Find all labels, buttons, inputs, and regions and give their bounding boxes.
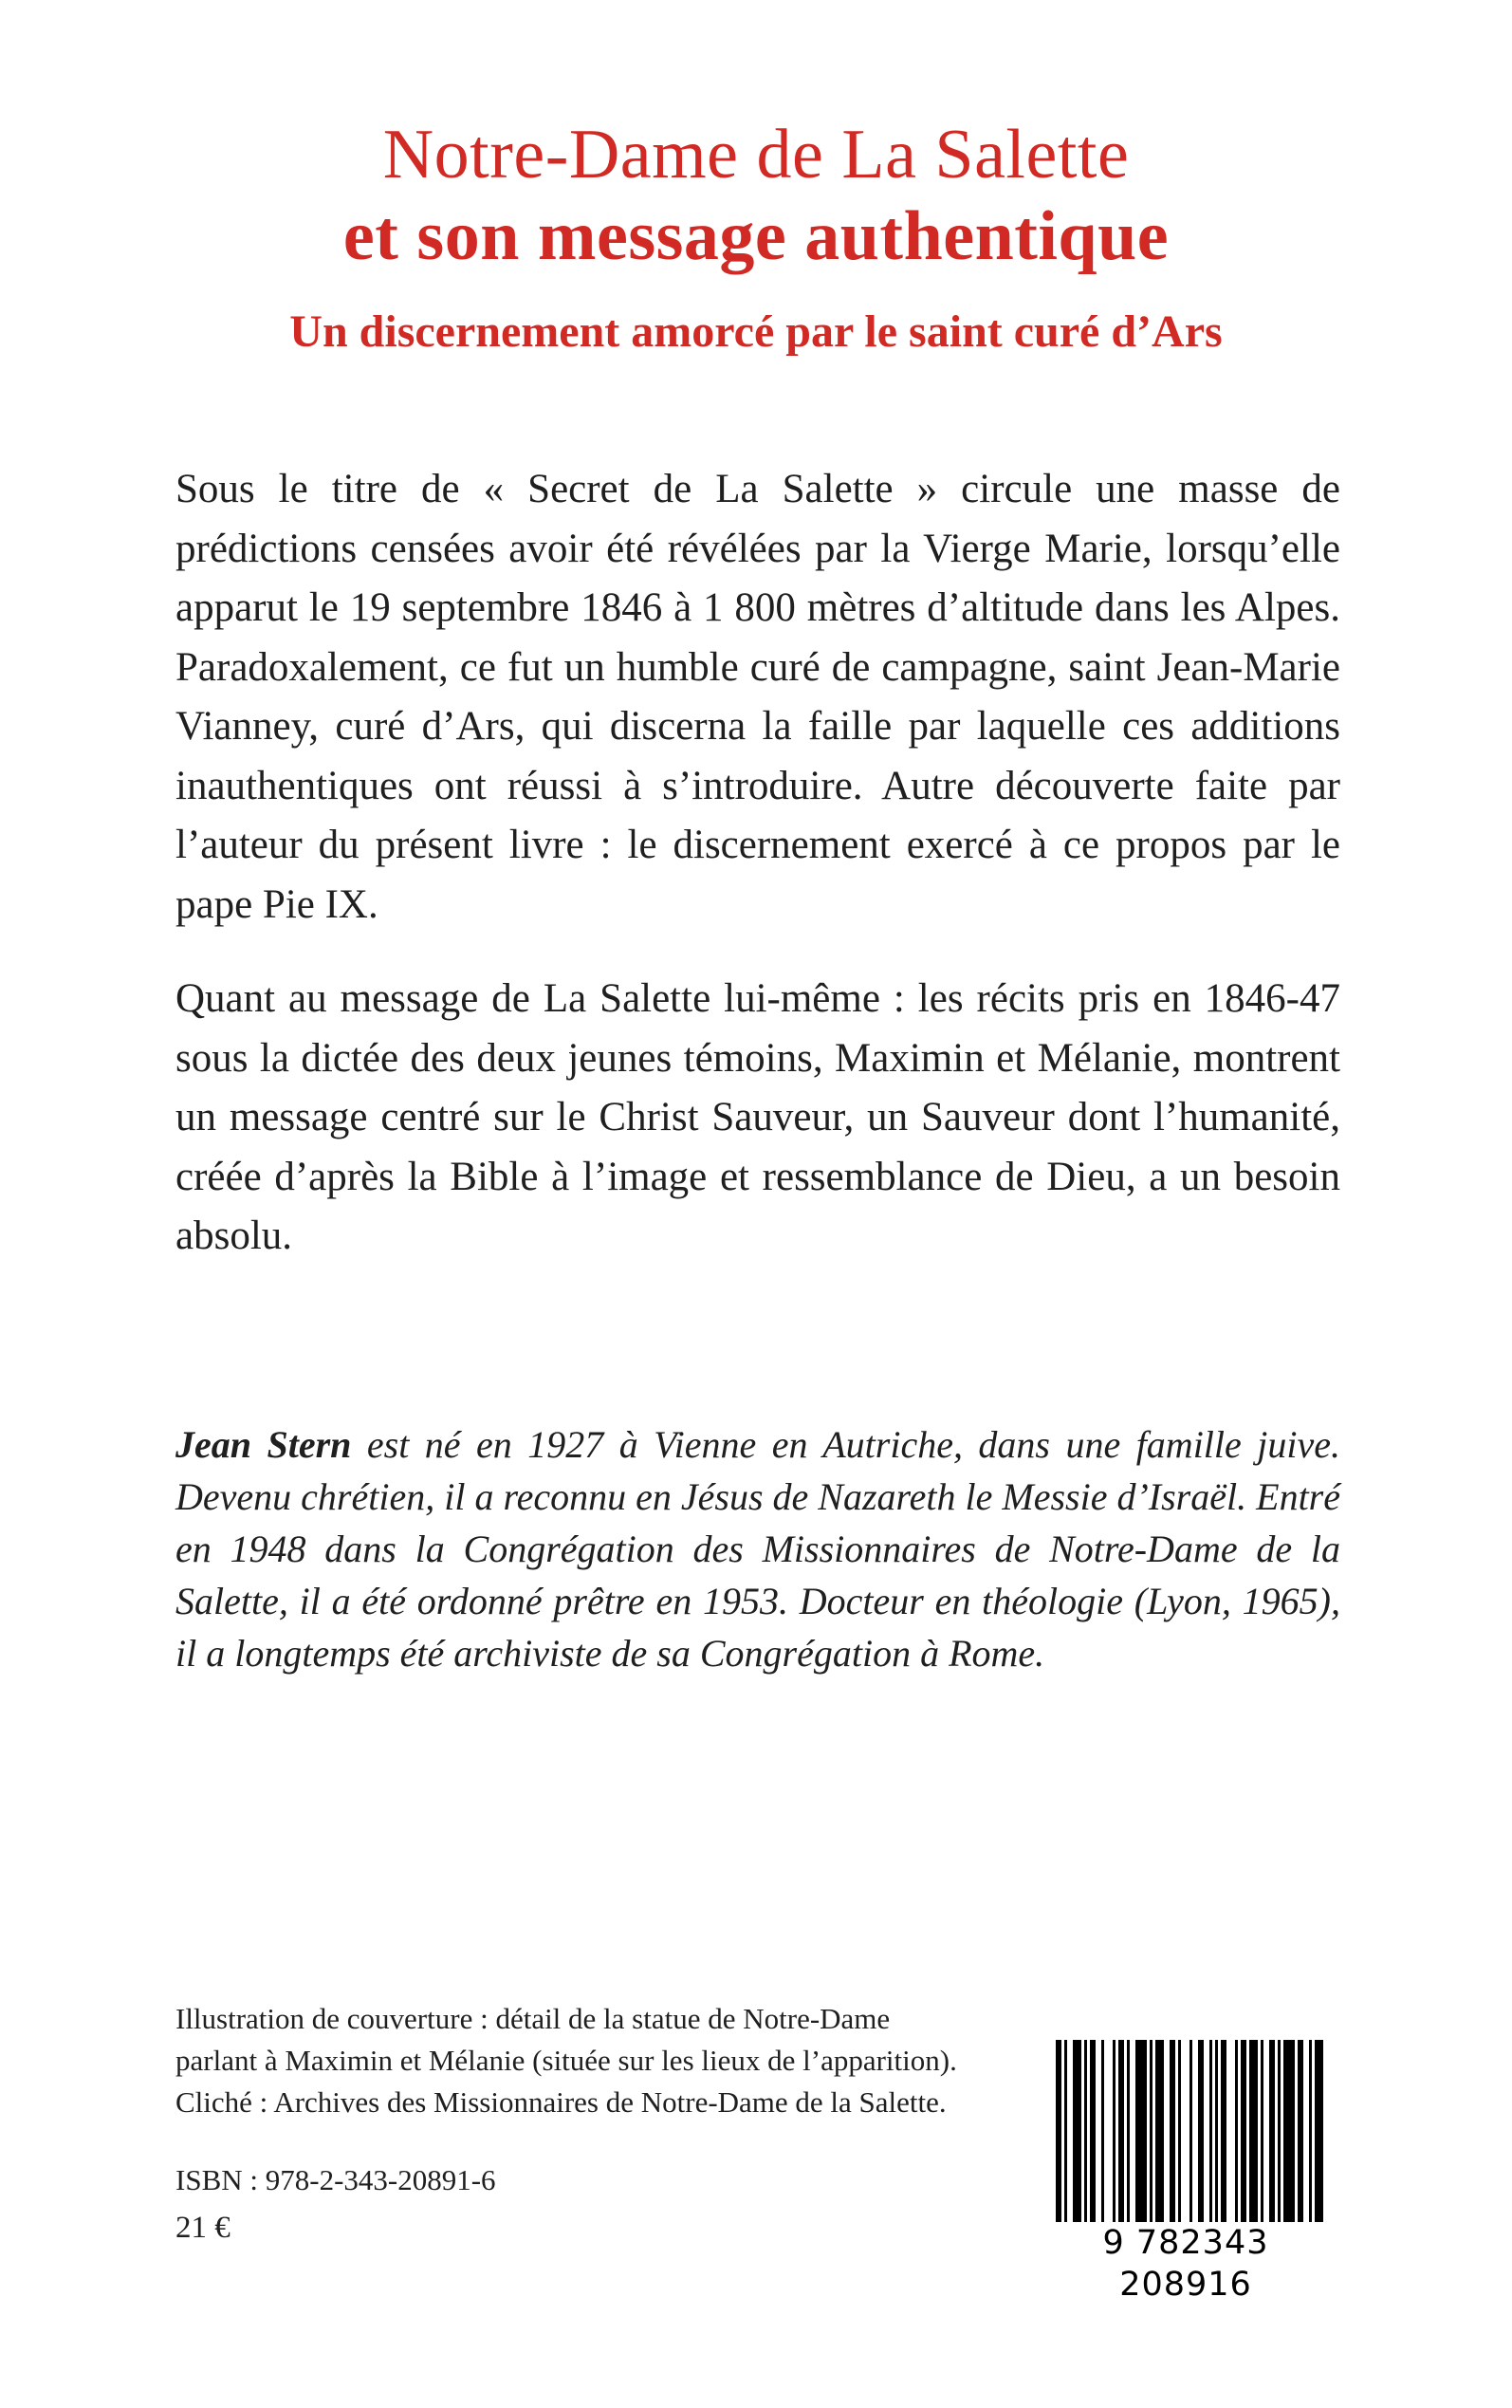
barcode-bar: [1101, 2040, 1104, 2225]
barcode-bar: [1309, 2040, 1312, 2225]
barcode-bar: [1189, 2040, 1192, 2225]
title-block: [0, 114, 1512, 361]
barcode-bar: [1155, 2040, 1164, 2225]
barcode-bar: [1235, 2040, 1238, 2225]
barcode-digits: 9 782343 208916: [1048, 2222, 1323, 2306]
price-label: 21 €: [175, 2211, 230, 2245]
barcode-bar: [1084, 2040, 1087, 2225]
barcode-bar: [1209, 2040, 1212, 2225]
author-name: Jean Stern: [175, 1423, 352, 1466]
barcode-bar: [1241, 2040, 1246, 2225]
barcode-bar: [1221, 2040, 1226, 2225]
barcode-bar: [1269, 2040, 1275, 2225]
credits-line-2: parlant à Maximin et Mélanie (située sur les lieux de l’apparition).: [175, 2044, 957, 2077]
credits-line-3: Cliché : Archives des Missionnaires de Notre-Dame de la Salette.: [175, 2085, 947, 2119]
isbn-label: ISBN : 978-2-343-20891-6: [175, 2163, 496, 2196]
author-bio: [175, 1418, 1340, 1679]
illustration-credits: [175, 1998, 1029, 2123]
barcode-bar: [1298, 2040, 1303, 2225]
barcode: [1048, 2040, 1323, 2304]
barcode-bar: [1090, 2040, 1096, 2225]
barcode-bar: [1118, 2040, 1124, 2225]
barcode-bar: [1249, 2040, 1258, 2225]
barcode-bar: [1261, 2040, 1263, 2225]
barcode-bar: [1315, 2040, 1323, 2225]
credits-line-1: Illustration de couverture : détail de la statue de Notre-Dame: [175, 2002, 891, 2035]
barcode-bar: [1150, 2040, 1152, 2225]
barcode-bar: [1170, 2040, 1175, 2225]
barcode-bar: [1113, 2040, 1116, 2225]
author-bio-text: est né en 1927 à Vienne en Autriche, dans une famille juive. Devenu chrétien, il a reconnu en Jésus de Nazareth le Messie d’Israël. Entré en 1948 dans la Congrégation des Missionnaires de Notre-Dame de la Salette, il a été ordonné prêtre en 1953. Docteur en théologie (Lyon, 1965), il a longtemps été archiviste de sa Congrégation à Rome.: [175, 1423, 1340, 1675]
book-subtitle: Un discernement amorcé par le saint curé d’Ars: [289, 306, 1223, 357]
barcode-bar: [1064, 2040, 1067, 2225]
barcode-bar: [1056, 2040, 1061, 2225]
barcode-bar: [1278, 2040, 1281, 2225]
barcode-bar: [1127, 2040, 1130, 2225]
blurb-paragraph-2: Quant au message de La Salette lui-même : les récits pris en 1846-47 sous la dictée des deux jeunes témoins, Maximin et Mélanie, montrent un message centré sur le Christ Sauveur, un Sauveur dont l’humanité, créée d’après la Bible à l’image et ressemblance de Dieu, a un besoin absolu.: [175, 976, 1340, 1258]
book-title-line-2: et son message authentique: [342, 197, 1170, 275]
barcode-bar: [1215, 2040, 1218, 2225]
book-title-line-1: Notre-Dame de La Salette: [382, 116, 1130, 194]
blurb-paragraph-1: Sous le titre de « Secret de La Salette » circule une masse de prédictions censées avoir été révélées par la Vierge Marie, lorsqu’elle apparut le 19 septembre 1846 à 1 800 mètres d’altitude dans les Alpes. Paradoxalement, ce fut un humble curé de campagne, saint Jean-Marie Vianney, curé d’Ars, qui discerna la faille par laquelle ces additions inauthentiques ont réussi à s’introduire. Autre découverte faite par l’auteur du présent livre : le discernement exercé à ce propos par le pape Pie IX.: [175, 467, 1340, 927]
barcode-bars: [1048, 2040, 1323, 2230]
barcode-bar: [1198, 2040, 1204, 2225]
barcode-bar: [1073, 2040, 1081, 2225]
barcode-bar: [1283, 2040, 1295, 2225]
barcode-bar: [1135, 2040, 1147, 2225]
barcode-bar: [1178, 2040, 1181, 2225]
